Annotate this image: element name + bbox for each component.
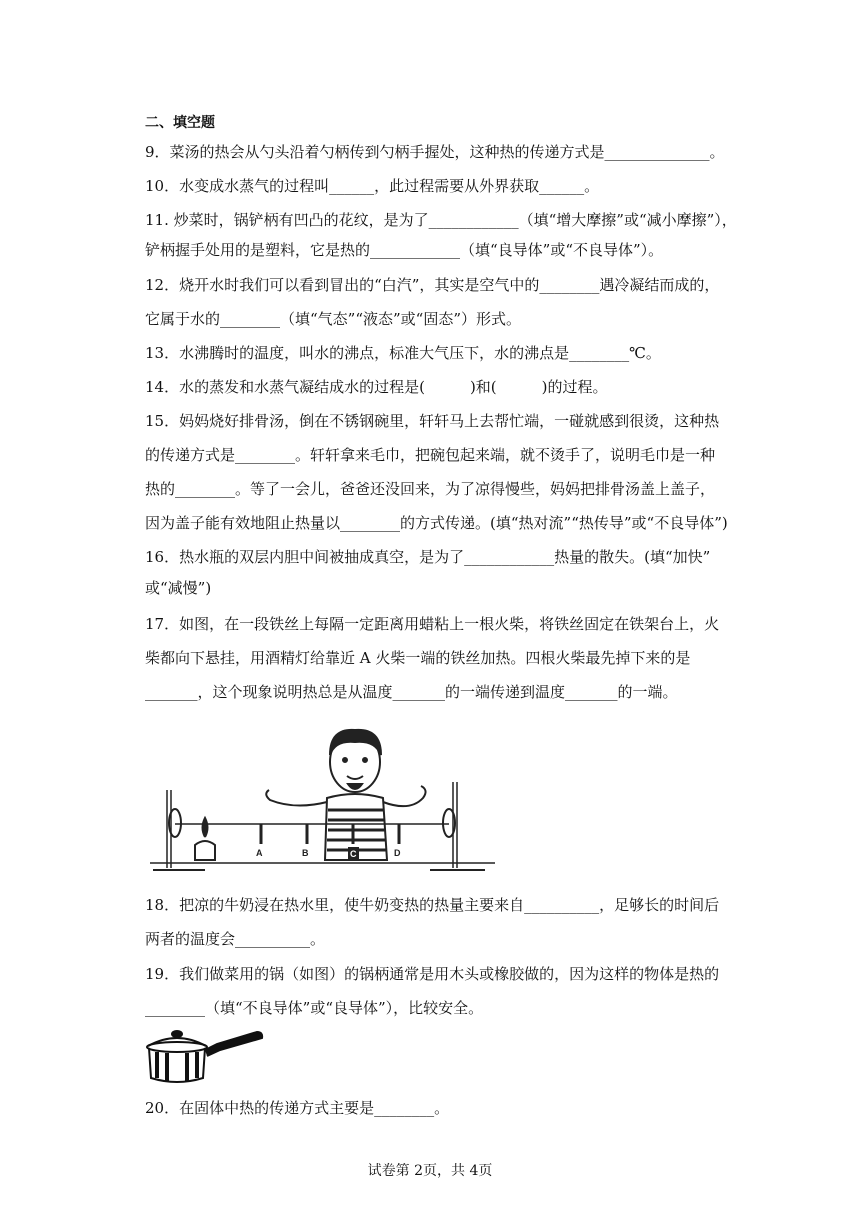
question-18-line-1: 18．把凉的牛奶浸在热水里，使牛奶变热的热量主要来自__________，足够长的时间后 <box>145 896 720 914</box>
pot-rim <box>147 1042 207 1052</box>
figure-label-b: B <box>302 848 309 858</box>
person-hair <box>330 730 381 755</box>
question-13-line-1: 13．水沸腾时的温度，叫水的沸点，标准大气压下，水的沸点是________℃。 <box>145 344 661 362</box>
section-title: 二、填空题 <box>145 115 215 131</box>
question-20-line-1: 20．在固体中热的传递方式主要是________。 <box>145 1099 450 1117</box>
question-15-line-3: 热的________。等了一会儿，爸爸还没回来，为了凉得慢些，妈妈把排骨汤盖上盖子， <box>145 480 716 498</box>
figure-label-d: D <box>394 848 401 858</box>
question-15-line-1: 15．妈妈烧好排骨汤，倒在不锈钢碗里，轩轩马上去帮忙端，一碰就感到很烫，这种热 <box>145 412 720 430</box>
question-16-line-2: 或“减慢”) <box>145 579 212 597</box>
question-17-line-3: _______，这个现象说明热总是从温度_______的一端传递到温度_______的一端。 <box>145 683 678 701</box>
saucepan-figure <box>145 1028 265 1086</box>
figure-label-c: C <box>350 849 357 859</box>
figure-label-a: A <box>256 848 263 858</box>
question-19-line-2: ________（填“不良导体”或“良导体”），比较安全。 <box>145 999 484 1017</box>
question-14-line-1: 14．水的蒸发和水蒸气凝结成水的过程是( )和( )的过程。 <box>145 378 608 396</box>
alcohol-lamp <box>195 841 215 860</box>
question-18-line-2: 两者的温度会__________。 <box>145 930 326 948</box>
question-17-line-2: 柴都向下悬挂，用酒精灯给靠近 A 火柴一端的铁丝加热。四根火柴最先掉下来的是 <box>145 649 691 667</box>
question-15-line-4: 因为盖子能有效地阻止热量以________的方式传递。(填“热对流”“热传导”或“不良导体”) <box>145 514 728 532</box>
question-12-line-2: 它属于水的________（填“气态”“液态”或“固态”）形式。 <box>145 310 522 328</box>
heat-conduction-figure <box>145 720 505 875</box>
page-footer: 试卷第 2页，共 4页 <box>367 1163 493 1179</box>
person-beard <box>348 784 362 789</box>
person-mouth <box>347 776 363 779</box>
question-17-line-1: 17．如图，在一段铁丝上每隔一定距离用蜡粘上一根火柴，将铁丝固定在铁架台上，火 <box>145 615 720 633</box>
lamp-flame <box>203 818 208 837</box>
person-left-arm <box>266 790 327 806</box>
question-12-line-1: 12．烧开水时我们可以看到冒出的“白汽”，其实是空气中的________遇冷凝结而成的， <box>145 276 720 294</box>
lid-knob <box>172 1031 182 1037</box>
question-15-line-2: 的传递方式是________。轩轩拿来毛巾，把碗包起来端，就不烫手了，说明毛巾是一种 <box>145 446 716 464</box>
person-right-arm <box>383 786 426 806</box>
question-19-line-1: 19．我们做菜用的锅（如图）的锅柄通常是用木头或橡胶做的，因为这样的物体是热的 <box>145 965 720 983</box>
question-11-line-1: 11. 炒菜时，锅铲柄有凹凸的花纹，是为了____________（填“增大摩擦”或“减小摩擦”）， <box>145 211 737 229</box>
question-11-line-2: 铲柄握手处用的是塑料，它是热的____________（填“良导体”或“不良导体”）。 <box>145 241 664 259</box>
question-9-line-1: 9．菜汤的热会从勺头沿着勺柄传到勺柄手握处，这种热的传递方式是______________。 <box>145 143 725 161</box>
question-16-line-1: 16．热水瓶的双层内胆中间被抽成真空，是为了____________热量的散失。(填“加快” <box>145 548 711 566</box>
pot-handle <box>205 1032 262 1056</box>
question-10-line-1: 10．水变成水蒸气的过程叫______，此过程需要从外界获取______。 <box>145 177 600 195</box>
